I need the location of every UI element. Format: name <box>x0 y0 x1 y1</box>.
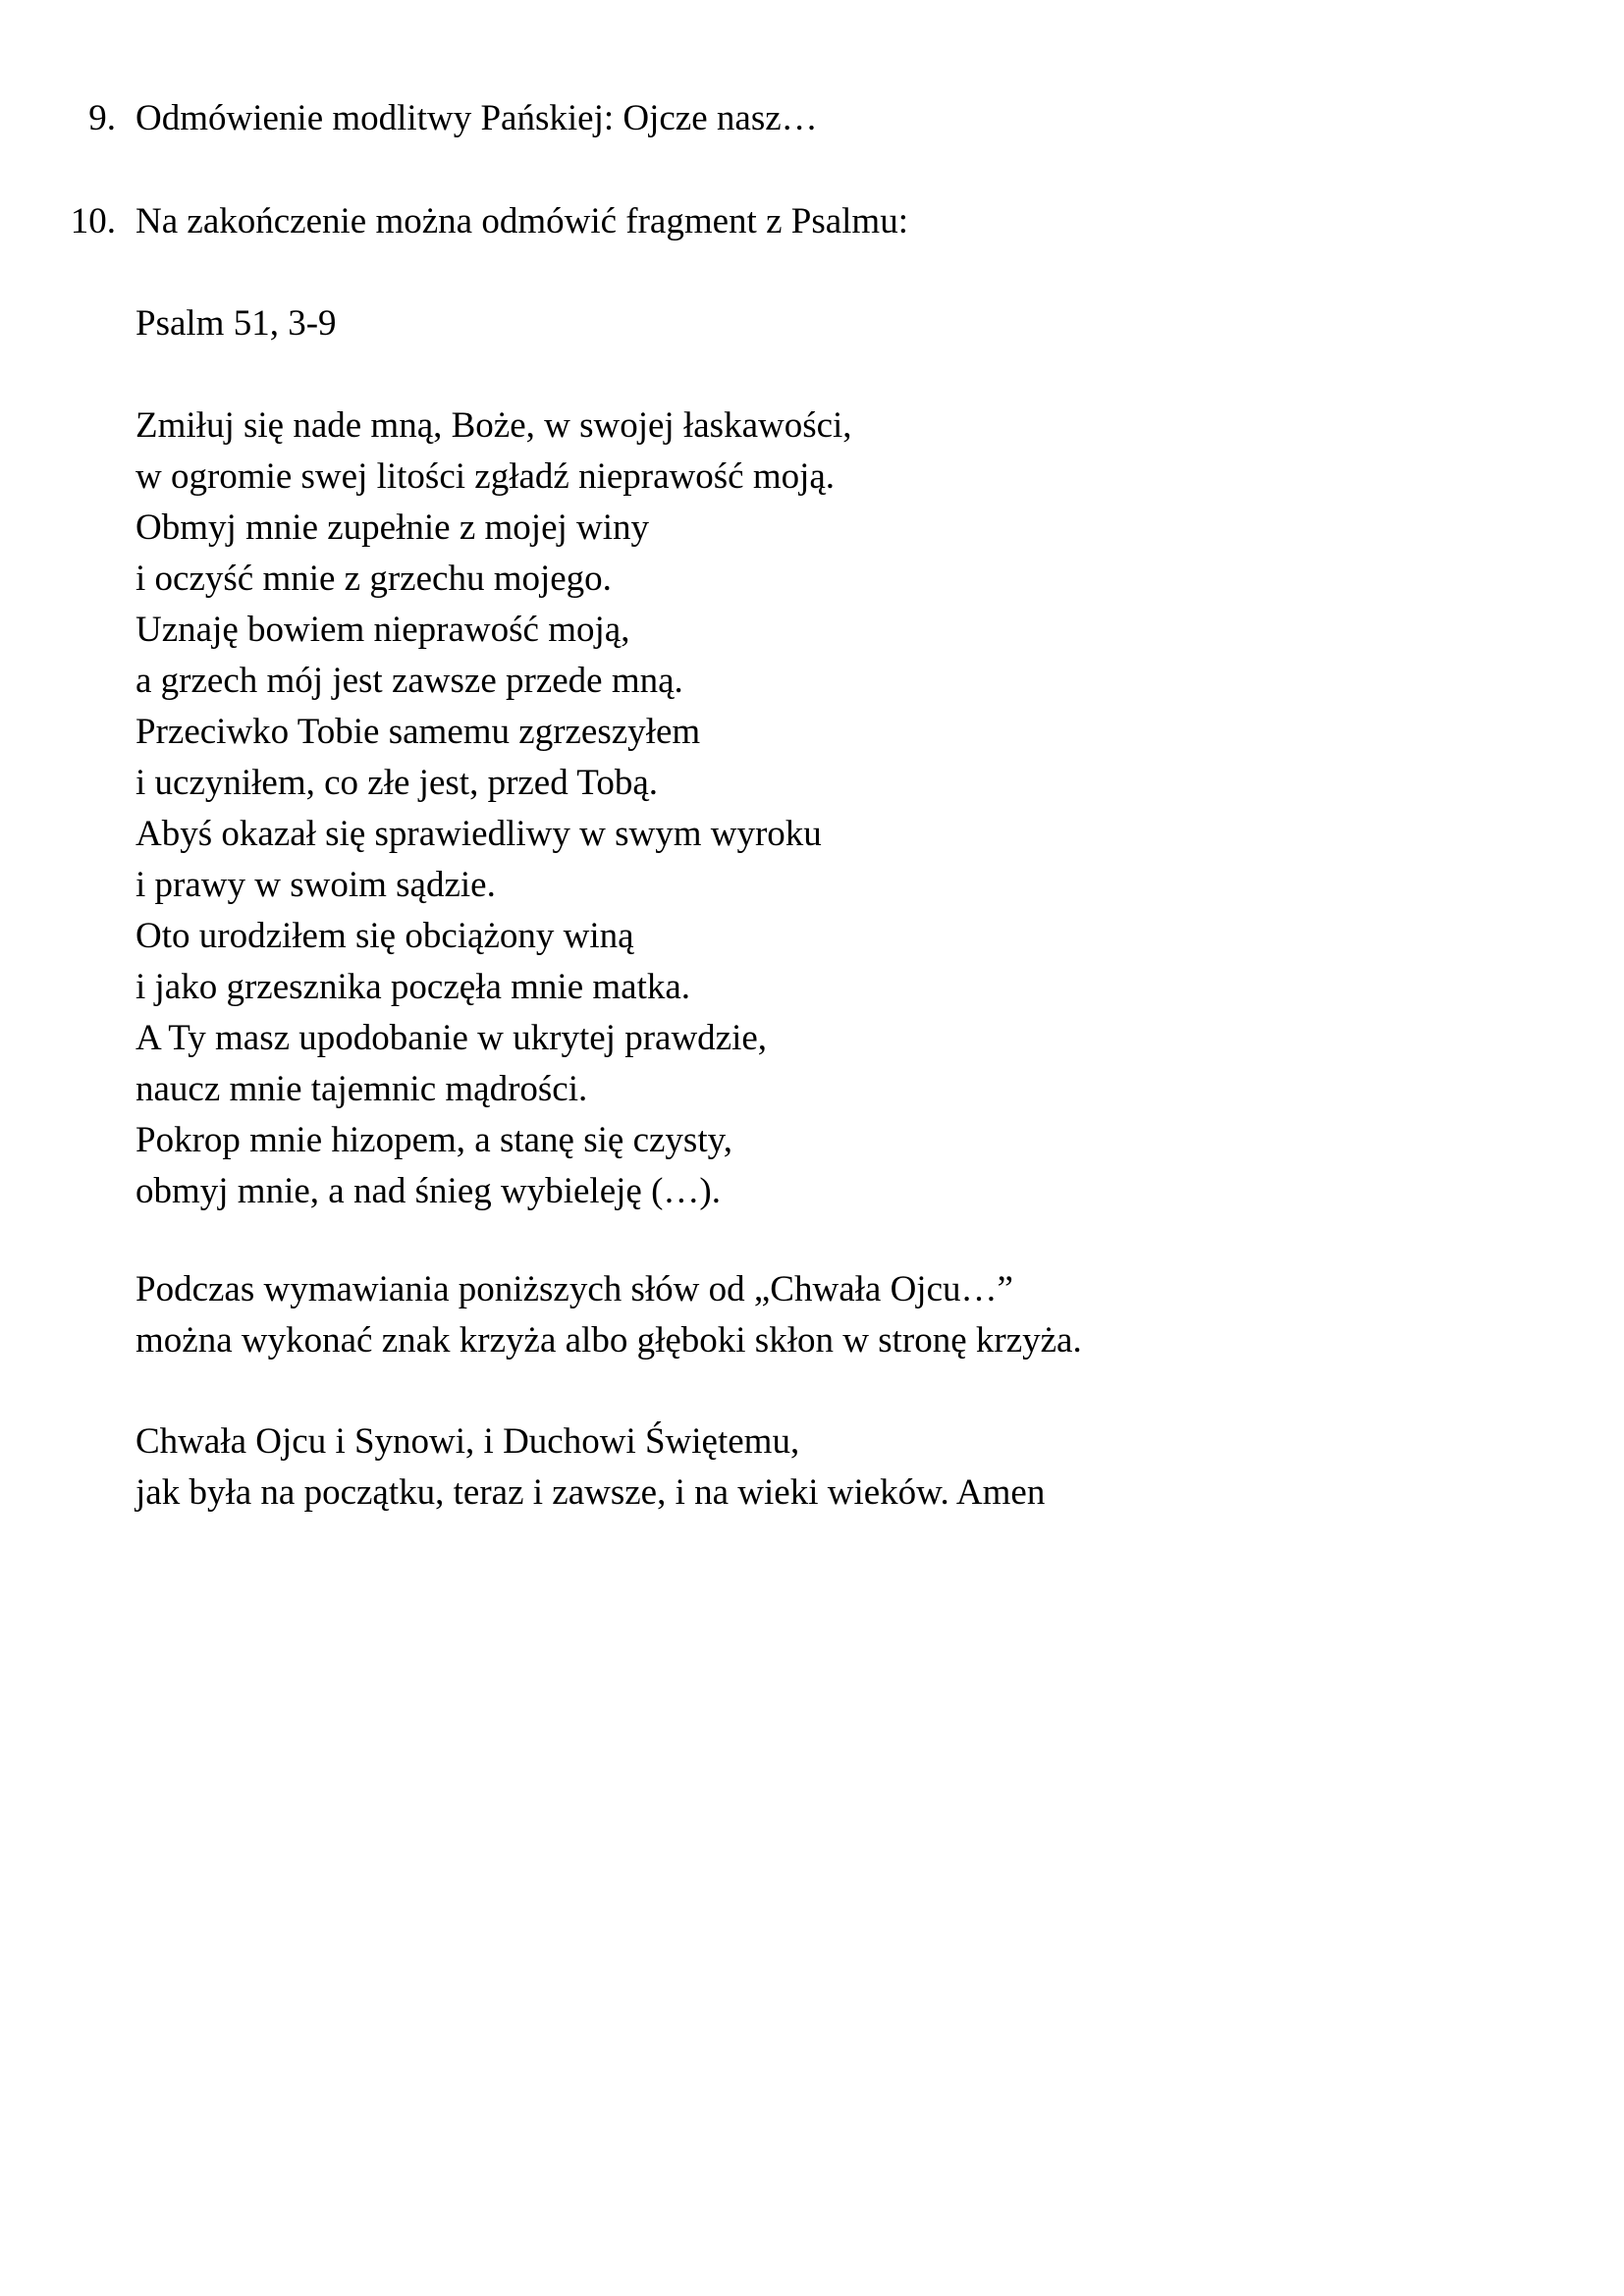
psalm-line: Przeciwko Tobie samemu zgrzeszyłem <box>135 712 701 752</box>
psalm-line: Zmiłuj się nade mną, Boże, w swojej łaskawości, <box>135 405 852 446</box>
psalm-heading: Psalm 51, 3-9 <box>135 303 337 344</box>
instruction-line: można wykonać znak krzyża albo głęboki skłon w stronę krzyża. <box>135 1320 1082 1361</box>
doxology-line: Chwała Ojcu i Synowi, i Duchowi Świętemu, <box>135 1421 800 1462</box>
psalm-line: w ogromie swej litości zgładź nieprawość moją. <box>135 456 836 497</box>
instruction-line: Podczas wymawiania poniższych słów od „Chwała Ojcu…” <box>135 1269 1013 1309</box>
psalm-line: i jako grzesznika poczęła mnie matka. <box>135 967 691 1007</box>
psalm-line: Oto urodziłem się obciążony winą <box>135 916 634 956</box>
list-item-text: Na zakończenie można odmówić fragment z Psalmu: <box>135 201 908 241</box>
psalm-line: i uczyniłem, co złe jest, przed Tobą. <box>135 763 659 803</box>
list-item-text: Odmówienie modlitwy Pańskiej: Ojcze nasz… <box>135 98 818 138</box>
list-number: 9. <box>88 98 116 138</box>
psalm-line: Pokrop mnie hizopem, a stanę się czysty, <box>135 1120 732 1160</box>
psalm-line: obmyj mnie, a nad śnieg wybieleję (…). <box>135 1171 721 1211</box>
instruction-text <box>135 1264 1082 1366</box>
psalm-line: i prawy w swoim sądzie. <box>135 865 496 905</box>
doxology-text <box>135 1416 1045 1519</box>
doxology-line: jak była na początku, teraz i zawsze, i na wieki wieków. Amen <box>135 1472 1046 1513</box>
psalm-line: a grzech mój jest zawsze przede mną. <box>135 661 683 701</box>
psalm-line: A Ty masz upodobanie w ukrytej prawdzie, <box>135 1018 768 1058</box>
list-number: 10. <box>70 201 116 241</box>
psalm-text <box>135 400 852 1217</box>
psalm-line: i oczyść mnie z grzechu mojego. <box>135 559 612 599</box>
psalm-line: Abyś okazał się sprawiedliwy w swym wyroku <box>135 814 822 854</box>
psalm-line: naucz mnie tajemnic mądrości. <box>135 1069 588 1109</box>
psalm-line: Obmyj mnie zupełnie z mojej winy <box>135 507 650 548</box>
psalm-line: Uznaję bowiem nieprawość moją, <box>135 610 630 650</box>
